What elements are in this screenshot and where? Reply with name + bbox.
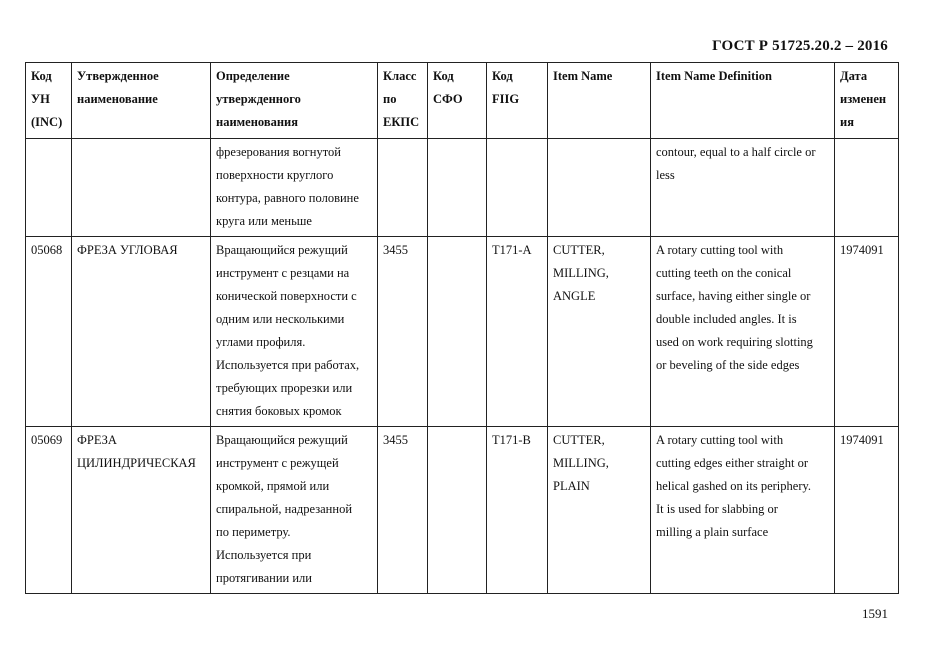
cell-class xyxy=(378,139,428,237)
table-row xyxy=(26,237,899,427)
table-row xyxy=(26,427,899,594)
document-code: ГОСТ Р 51725.20.2 – 2016 xyxy=(712,38,888,54)
table-row xyxy=(26,139,899,237)
cell-name xyxy=(72,139,211,237)
cell-date xyxy=(835,139,899,237)
header-inc: Код УН (INC) xyxy=(26,63,72,139)
cell-definition: Вращающийся режущий инструмент с резцами на конической поверхности с одним или несколькими углами профиля. Используется при работах, требующих прорезки или снятия боковых кромок xyxy=(211,237,378,427)
header-item-definition: Item Name Definition xyxy=(651,63,835,139)
cell-item-definition: A rotary cutting tool with cutting teeth on the conical surface, having either single or double included angles. It is used on work requiring slotting or beveling of the side edges xyxy=(651,237,835,427)
cell-fiig: T171-A xyxy=(487,237,548,427)
cell-definition: Вращающийся режущий инструмент с режущей кромкой, прямой или спиральной, надрезанной по периметру. Используется при протягивании или xyxy=(211,427,378,594)
header-date: Дата изменен ия xyxy=(835,63,899,139)
page-number: 1591 xyxy=(862,606,888,621)
header-definition: Определение утвержденного наименования xyxy=(211,63,378,139)
cell-inc xyxy=(26,139,72,237)
header-item-name: Item Name xyxy=(548,63,651,139)
cell-class: 3455 xyxy=(378,427,428,594)
cell-fiig: T171-B xyxy=(487,427,548,594)
table-header-row xyxy=(26,63,899,139)
cell-name: ФРЕЗА УГЛОВАЯ xyxy=(72,237,211,427)
cell-sfo xyxy=(428,427,487,594)
cell-item-definition: A rotary cutting tool with cutting edges either straight or helical gashed on its periphery. It is used for slabbing or milling a plain surface xyxy=(651,427,835,594)
header-fiig: Код FIIG xyxy=(487,63,548,139)
cell-item-name xyxy=(548,139,651,237)
cell-item-name: CUTTER, MILLING, PLAIN xyxy=(548,427,651,594)
header-sfo: Код СФО xyxy=(428,63,487,139)
cell-fiig xyxy=(487,139,548,237)
classification-table xyxy=(25,62,899,594)
cell-sfo xyxy=(428,237,487,427)
cell-date: 1974091 xyxy=(835,237,899,427)
cell-class: 3455 xyxy=(378,237,428,427)
cell-date: 1974091 xyxy=(835,427,899,594)
cell-definition: фрезерования вогнутой поверхности круглого контура, равного половине круга или меньше xyxy=(211,139,378,237)
cell-inc: 05069 xyxy=(26,427,72,594)
cell-name: ФРЕЗА ЦИЛИНДРИЧЕСКАЯ xyxy=(72,427,211,594)
header-approved-name: Утвержденное наименование xyxy=(72,63,211,139)
cell-sfo xyxy=(428,139,487,237)
cell-item-name: CUTTER, MILLING, ANGLE xyxy=(548,237,651,427)
cell-item-definition: contour, equal to a half circle or less xyxy=(651,139,835,237)
cell-inc: 05068 xyxy=(26,237,72,427)
header-class: Класс по ЕКПС xyxy=(378,63,428,139)
